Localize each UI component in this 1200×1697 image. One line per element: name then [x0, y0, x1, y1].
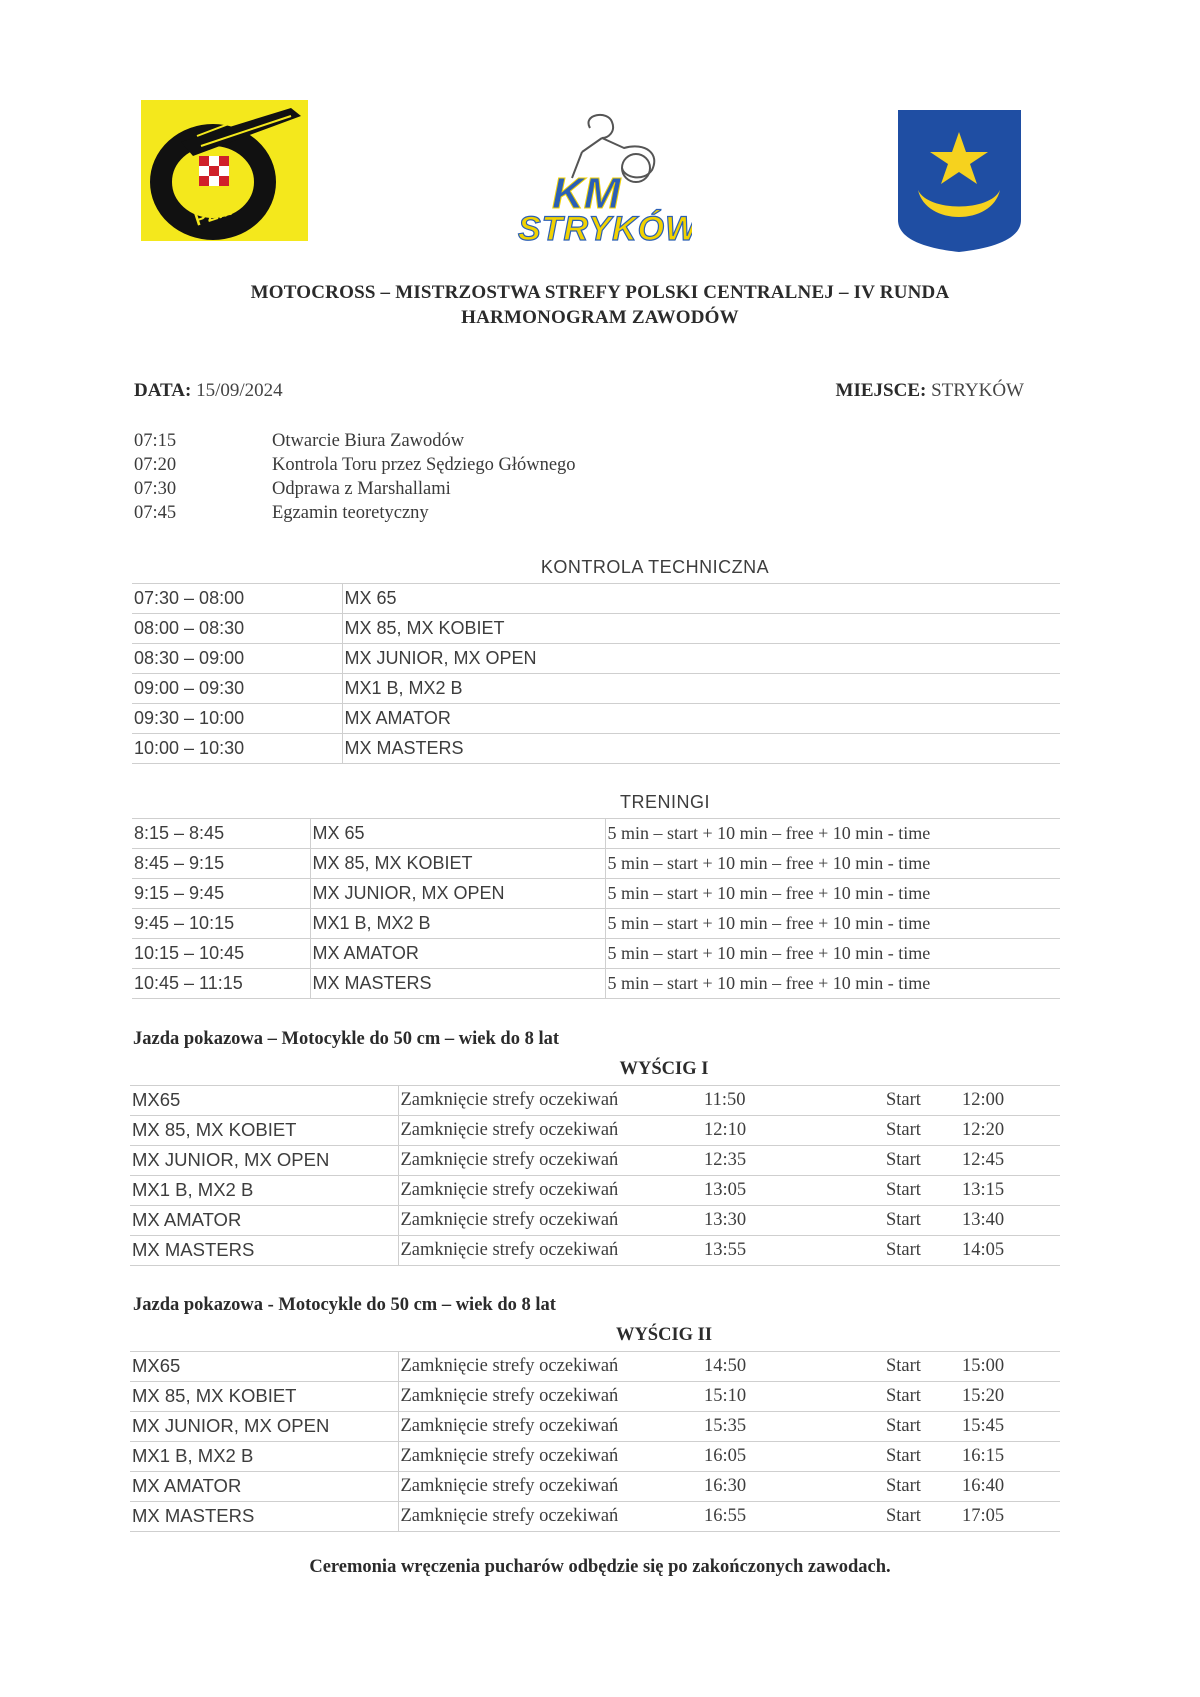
table-row: [130, 1351, 1060, 1381]
table-row: [132, 733, 1060, 763]
class-list: MX MASTERS: [310, 968, 605, 998]
show-ride-note: Jazda pokazowa – Motocykle do 50 cm – wiek do 8 lat: [133, 1029, 559, 1049]
closing-label: Zamknięcie strefy oczekiwań: [398, 1501, 686, 1531]
time-range: 09:30 – 10:00: [132, 703, 342, 733]
class-list: MX AMATOR: [342, 703, 1060, 733]
ceremony-note: Ceremonia wręczenia pucharów odbędzie się po zakończonych zawodach.: [309, 1557, 891, 1577]
class-list: MX MASTERS: [130, 1235, 398, 1265]
document-subtitle: HARMONOGRAM ZAWODÓW: [461, 307, 739, 328]
place-value: STRYKÓW: [931, 380, 1024, 401]
closing-label: Zamknięcie strefy oczekiwań: [398, 1205, 686, 1235]
table-row: [132, 818, 1060, 848]
class-list: MX 85, MX KOBIET: [130, 1381, 398, 1411]
strykow-crest-logo: [896, 108, 1023, 254]
table-row: [130, 1471, 1060, 1501]
time-range: 8:15 – 8:45: [132, 818, 310, 848]
schedule-time: 07:15: [134, 431, 177, 451]
closing-label: Zamknięcie strefy oczekiwań: [398, 1235, 686, 1265]
table-row: [130, 1175, 1060, 1205]
start-time: 15:00: [960, 1351, 1060, 1381]
table-row: [130, 1145, 1060, 1175]
time-range: 08:30 – 09:00: [132, 643, 342, 673]
class-list: MX 85, MX KOBIET: [310, 848, 605, 878]
class-list: MX1 B, MX2 B: [342, 673, 1060, 703]
show-ride-note: Jazda pokazowa - Motocykle do 50 cm – wiek do 8 lat: [133, 1295, 556, 1315]
time-range: 9:15 – 9:45: [132, 878, 310, 908]
class-list: MX JUNIOR, MX OPEN: [130, 1411, 398, 1441]
time-range: 9:45 – 10:15: [132, 908, 310, 938]
table-row: [132, 848, 1060, 878]
closing-time: 15:10: [686, 1381, 884, 1411]
schedule-time: 07:30: [134, 479, 177, 499]
time-range: 10:45 – 11:15: [132, 968, 310, 998]
svg-text:STRYKÓW: STRYKÓW: [518, 210, 692, 248]
session-format: 5 min – start + 10 min – free + 10 min - time: [605, 968, 1060, 998]
closing-time: 15:35: [686, 1411, 884, 1441]
trainings-table: [132, 788, 1060, 999]
trainings-title: TRENINGI: [132, 788, 1060, 818]
schedule-event: Otwarcie Biura Zawodów: [272, 431, 465, 451]
start-time: 14:05: [960, 1235, 1060, 1265]
class-list: MX 65: [310, 818, 605, 848]
closing-time: 16:55: [686, 1501, 884, 1531]
tech-control-table: [132, 553, 1060, 764]
tech-control-title: KONTROLA TECHNICZNA: [132, 553, 1060, 583]
start-time: 17:05: [960, 1501, 1060, 1531]
table-row: [132, 583, 1060, 613]
document-title: MOTOCROSS – MISTRZOSTWA STREFY POLSKI CENTRALNEJ – IV RUNDA: [250, 282, 950, 303]
place-line: [836, 380, 1024, 402]
table-row: [132, 643, 1060, 673]
schedule-event: Odprawa z Marshallami: [272, 479, 451, 499]
table-row: [132, 703, 1060, 733]
closing-label: Zamknięcie strefy oczekiwań: [398, 1351, 686, 1381]
session-format: 5 min – start + 10 min – free + 10 min - time: [605, 878, 1060, 908]
closing-label: Zamknięcie strefy oczekiwań: [398, 1145, 686, 1175]
table-row: [130, 1501, 1060, 1531]
pzm-logo: [141, 100, 308, 241]
start-label: Start: [884, 1205, 960, 1235]
table-row: [132, 673, 1060, 703]
closing-label: Zamknięcie strefy oczekiwań: [398, 1441, 686, 1471]
time-range: 09:00 – 09:30: [132, 673, 342, 703]
closing-label: Zamknięcie strefy oczekiwań: [398, 1381, 686, 1411]
closing-time: 11:50: [686, 1085, 884, 1115]
start-time: 13:40: [960, 1205, 1060, 1235]
class-list: MX AMATOR: [130, 1205, 398, 1235]
table-row: [132, 908, 1060, 938]
closing-time: 14:50: [686, 1351, 884, 1381]
closing-time: 13:55: [686, 1235, 884, 1265]
place-label: MIEJSCE:: [835, 380, 927, 401]
start-time: 15:20: [960, 1381, 1060, 1411]
class-list: MX AMATOR: [310, 938, 605, 968]
closing-time: 16:05: [686, 1441, 884, 1471]
class-list: MX MASTERS: [342, 733, 1060, 763]
class-list: MX AMATOR: [130, 1471, 398, 1501]
table-row: [130, 1115, 1060, 1145]
table-row: [132, 938, 1060, 968]
start-label: Start: [884, 1411, 960, 1441]
schedule-time: 07:45: [134, 503, 177, 523]
table-row: [130, 1411, 1060, 1441]
schedule-time: 07:20: [134, 455, 177, 475]
session-format: 5 min – start + 10 min – free + 10 min - time: [605, 908, 1060, 938]
start-time: 16:15: [960, 1441, 1060, 1471]
svg-text:KM: KM: [552, 169, 621, 218]
time-range: 08:00 – 08:30: [132, 613, 342, 643]
class-list: MX JUNIOR, MX OPEN: [130, 1145, 398, 1175]
schedule-event: Egzamin teoretyczny: [272, 503, 429, 523]
table-row: [130, 1085, 1060, 1115]
class-list: MX1 B, MX2 B: [310, 908, 605, 938]
closing-time: 13:05: [686, 1175, 884, 1205]
schedule-event: Kontrola Toru przez Sędziego Głównego: [272, 455, 576, 475]
session-format: 5 min – start + 10 min – free + 10 min - time: [605, 848, 1060, 878]
class-list: MX1 B, MX2 B: [130, 1175, 398, 1205]
race-1-table: [130, 1055, 1060, 1266]
start-label: Start: [884, 1115, 960, 1145]
date-value: 15/09/2024: [196, 380, 283, 401]
start-label: Start: [884, 1351, 960, 1381]
closing-time: 13:30: [686, 1205, 884, 1235]
svg-text:PZM: PZM: [191, 198, 235, 230]
start-label: Start: [884, 1471, 960, 1501]
race-2-title: WYŚCIG II: [130, 1321, 1060, 1351]
race-1-title: WYŚCIG I: [130, 1055, 1060, 1085]
start-time: 12:45: [960, 1145, 1060, 1175]
closing-label: Zamknięcie strefy oczekiwań: [398, 1115, 686, 1145]
class-list: MX 65: [342, 583, 1060, 613]
race-2-table: [130, 1321, 1060, 1532]
closing-time: 12:35: [686, 1145, 884, 1175]
closing-label: Zamknięcie strefy oczekiwań: [398, 1175, 686, 1205]
start-label: Start: [884, 1145, 960, 1175]
table-row: [130, 1205, 1060, 1235]
table-row: [130, 1381, 1060, 1411]
session-format: 5 min – start + 10 min – free + 10 min - time: [605, 938, 1060, 968]
class-list: MX65: [130, 1085, 398, 1115]
date-label: DATA:: [134, 380, 192, 401]
class-list: MX JUNIOR, MX OPEN: [342, 643, 1060, 673]
km-strykow-logo: [512, 108, 692, 250]
start-label: Start: [884, 1175, 960, 1205]
start-label: Start: [884, 1085, 960, 1115]
class-list: MX MASTERS: [130, 1501, 398, 1531]
class-list: MX 85, MX KOBIET: [130, 1115, 398, 1145]
date-line: [134, 380, 283, 402]
time-range: 10:15 – 10:45: [132, 938, 310, 968]
start-label: Start: [884, 1501, 960, 1531]
class-list: MX 85, MX KOBIET: [342, 613, 1060, 643]
table-row: [130, 1235, 1060, 1265]
class-list: MX JUNIOR, MX OPEN: [310, 878, 605, 908]
table-row: [132, 878, 1060, 908]
time-range: 07:30 – 08:00: [132, 583, 342, 613]
start-label: Start: [884, 1381, 960, 1411]
table-row: [132, 613, 1060, 643]
closing-label: Zamknięcie strefy oczekiwań: [398, 1471, 686, 1501]
start-time: 16:40: [960, 1471, 1060, 1501]
start-time: 15:45: [960, 1411, 1060, 1441]
start-label: Start: [884, 1441, 960, 1471]
time-range: 8:45 – 9:15: [132, 848, 310, 878]
closing-label: Zamknięcie strefy oczekiwań: [398, 1085, 686, 1115]
closing-label: Zamknięcie strefy oczekiwań: [398, 1411, 686, 1441]
closing-time: 12:10: [686, 1115, 884, 1145]
table-row: [132, 968, 1060, 998]
start-label: Start: [884, 1235, 960, 1265]
time-range: 10:00 – 10:30: [132, 733, 342, 763]
class-list: MX1 B, MX2 B: [130, 1441, 398, 1471]
start-time: 13:15: [960, 1175, 1060, 1205]
session-format: 5 min – start + 10 min – free + 10 min - time: [605, 818, 1060, 848]
table-row: [130, 1441, 1060, 1471]
start-time: 12:00: [960, 1085, 1060, 1115]
start-time: 12:20: [960, 1115, 1060, 1145]
closing-time: 16:30: [686, 1471, 884, 1501]
class-list: MX65: [130, 1351, 398, 1381]
